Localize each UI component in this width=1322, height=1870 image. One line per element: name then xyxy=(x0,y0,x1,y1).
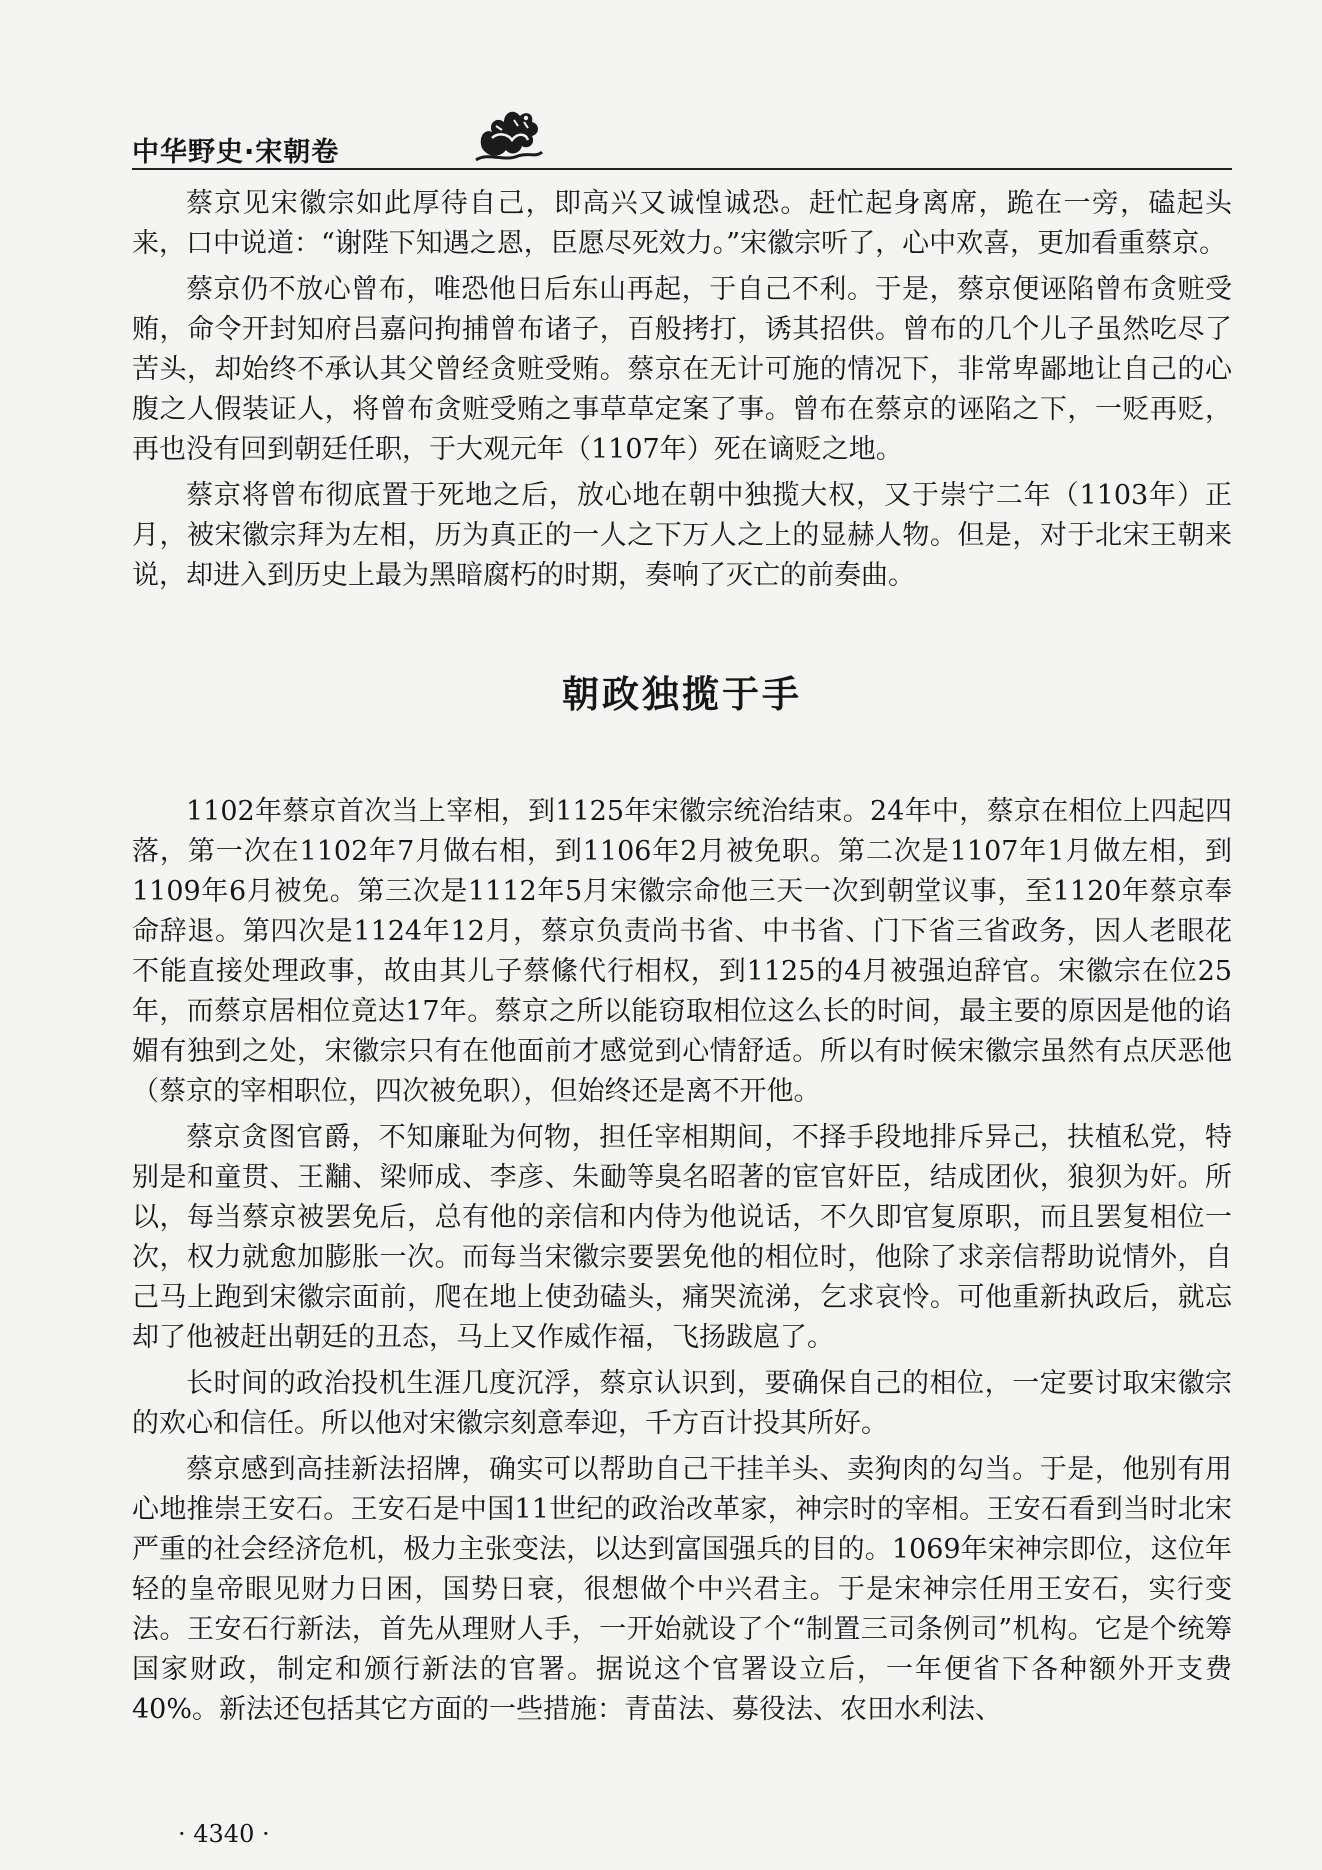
paragraph: 1102年蔡京首次当上宰相，到1125年宋徽宗统治结束。24年中，蔡京在相位上四起四落，第一次在1102年7月做右相，到1106年2月被免职。第二次是1107年1月做左相，到1109年6月被免。第三次是1112年5月宋徽宗命他三天一次到朝堂议事，至1120年蔡京奉命辞退。第四次是1124年12月，蔡京负责尚书省、中书省、门下省三省政务，因人老眼花不能直接处理政事，故由其儿子蔡絛代行相权，到1125的4月被强迫辞官。宋徽宗在位25年，而蔡京居相位竟达17年。蔡京之所以能窃取相位这么长的时间，最主要的原因是他的谄媚有独到之处，宋徽宗只有在他面前才感觉到心情舒适。所以有时候宋徽宗虽然有点厌恶他（蔡京的宰相职位，四次被免职），但始终还是离不开他。 xyxy=(132,796,1232,1107)
page-body xyxy=(132,184,1232,1730)
paragraph: 长时间的政治投机生涯几度沉浮，蔡京认识到，要确保自己的相位，一定要讨取宋徽宗的欢心和信任。所以他对宋徽宗刻意奉迎，千方百计投其所好。 xyxy=(132,1368,1232,1439)
paragraph: 蔡京仍不放心曾布，唯恐他日后东山再起，于自己不利。于是，蔡京便诬陷曾布贪赃受贿，命令开封知府吕嘉问拘捕曾布诸子，百般拷打，诱其招供。曾布的几个儿子虽然吃尽了苦头，却始终不承认其父曾经贪赃受贿。蔡京在无计可施的情况下，非常卑鄙地让自己的心腹之人假装证人，将曾布贪赃受贿之事草草定案了事。曾布在蔡京的诬陷之下，一贬再贬，再也没有回到朝廷任职，于大观元年（1107年）死在谪贬之地。 xyxy=(132,274,1232,465)
section-heading: 朝政独揽于手 xyxy=(562,673,802,716)
page-header xyxy=(132,110,1232,170)
header-rule xyxy=(132,168,1232,170)
paragraph: 蔡京感到高挂新法招牌，确实可以帮助自己干挂羊头、卖狗肉的勾当。于是，他别有用心地推崇王安石。王安石是中国11世纪的政治改革家，神宗时的宰相。王安石看到当时北宋严重的社会经济危机，极力主张变法，以达到富国强兵的目的。1069年宋神宗即位，这位年轻的皇帝眼见财力日困，国势日衰，很想做个中兴君主。于是宋神宗任用王安石，实行变法。王安石行新法，首先从理财人手，一开始就设了个“制置三司条例司”机构。它是个统筹国家财政，制定和颁行新法的官署。据说这个官署设立后，一年便省下各种额外开支费40%。新法还包括其它方面的一些措施：青苗法、募役法、农田水利法、 xyxy=(132,1454,1232,1725)
page-number: · 4340 · xyxy=(178,1820,270,1848)
paragraph: 蔡京贪图官爵，不知廉耻为何物，担任宰相期间，不择手段地排斥异己，扶植私党，特别是和童贯、王黼、梁师成、李彦、朱勔等臭名昭著的宦官奸臣，结成团伙，狼狈为奸。所以，每当蔡京被罢免后，总有他的亲信和内侍为他说话，不久即官复原职，而且罢复相位一次，权力就愈加膨胀一次。而每当宋徽宗要罢免他的相位时，他除了求亲信帮助说情外，自己马上跑到宋徽宗面前，爬在地上使劲磕头，痛哭流涕，乞求哀怜。可他重新执政后，就忘却了他被赶出朝廷的丑态，马上又作威作福，飞扬跋扈了。 xyxy=(132,1122,1232,1353)
paragraph: 蔡京见宋徽宗如此厚待自己，即高兴又诚惶诚恐。赶忙起身离席，跪在一旁，磕起头来，口中说道：“谢陛下知遇之恩，臣愿尽死效力。”宋徽宗听了，心中欢喜，更加看重蔡京。 xyxy=(132,188,1232,259)
paragraph: 蔡京将曾布彻底置于死地之后，放心地在朝中独揽大权，又于崇宁二年（1103年）正月，被宋徽宗拜为左相，历为真正的一人之下万人之上的显赫人物。但是，对于北宋王朝来说，却进入到历史上最为黑暗腐朽的时期，奏响了灭亡的前奏曲。 xyxy=(132,480,1232,591)
dragon-icon xyxy=(474,102,544,164)
running-head-title: 中华野史·宋朝卷 xyxy=(132,137,340,168)
